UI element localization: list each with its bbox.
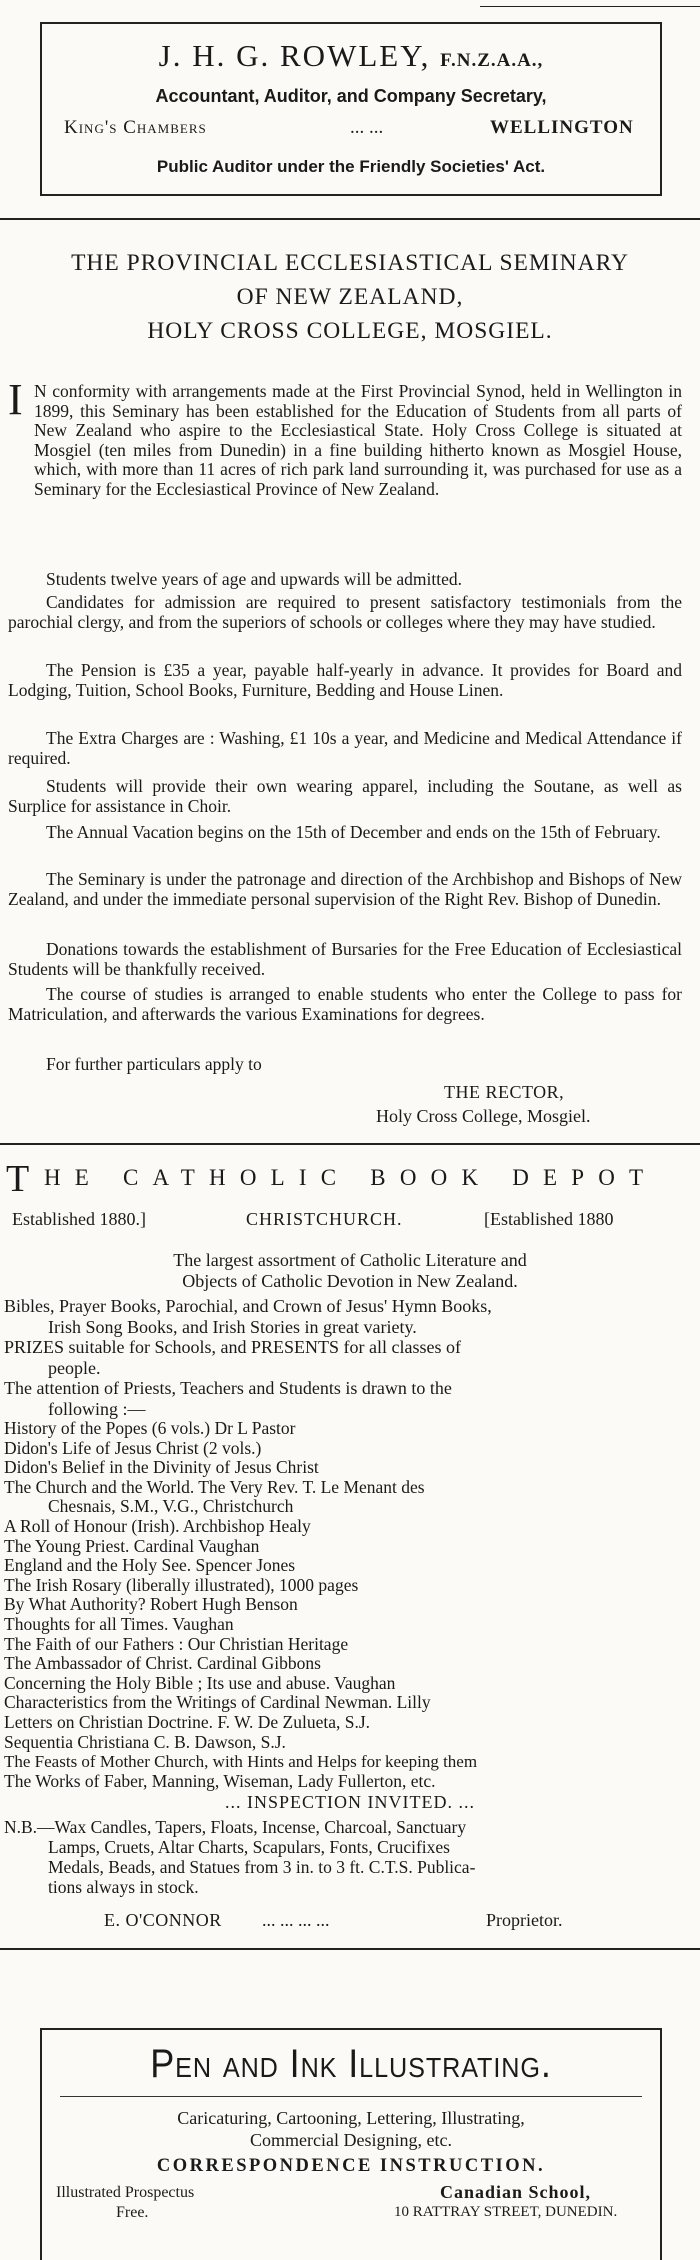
depot-title: HE CATHOLIC BOOK DEPOT (44, 1165, 658, 1190)
depot-city: CHRISTCHURCH. (246, 1209, 403, 1229)
seminary-signoff-2: Holy Cross College, Mosgiel. (376, 1106, 591, 1126)
book-item: Didon's Belief in the Divinity of Jesus Christ (4, 1457, 319, 1478)
rowley-auditor: Public Auditor under the Friendly Societies' Act. (156, 157, 546, 176)
rowley-advert (40, 22, 662, 196)
seminary-para-9: Donations towards the establishment of Bursaries for the Free Education of Ecclesiastical Students will be thankfully received. (8, 939, 682, 979)
section-rule-1 (0, 218, 700, 220)
book-item: Characteristics from the Writings of Cardinal Newman. Lilly (4, 1692, 431, 1713)
rowley-name: J. H. G. ROWLEY, (158, 38, 431, 73)
book-item: History of the Popes (6 vols.) Dr L Pastor (4, 1418, 296, 1438)
seminary-para-3: Candidates for admission are required to present satisfactory testimonials from the parochial clergy, and from the superiors of schools or colleges where they may have studied. (8, 592, 682, 632)
book-item: Chesnais, S.M., V.G., Christchurch (48, 1496, 294, 1517)
seminary-dropcap: I (8, 375, 23, 424)
book-item: The Works of Faber, Manning, Wiseman, Lady Fullerton, etc. (4, 1770, 436, 1791)
book-item: The Church and the World. The Very Rev. T. Le Menant des (4, 1476, 425, 1497)
pen-left-2: Free. (116, 2204, 149, 2221)
pen-left-1: Illustrated Prospectus (56, 2184, 195, 2201)
pen-right-2: 10 RATTRAY STREET, DUNEDIN. (394, 2204, 618, 2220)
pen-line-1: Caricaturing, Cartooning, Lettering, Illustrating, (177, 2108, 525, 2128)
depot-est-left: Established 1880.] (12, 1209, 146, 1229)
pen-right-1: Canadian School, (440, 2182, 592, 2202)
depot-est-right: [Established 1880 (484, 1209, 614, 1229)
seminary-para-4: The Pension is £35 a year, payable half-yearly in advance. It provides for Board and Lodging, Tuition, School Books, Furniture, Bedding and House Linen. (8, 660, 682, 700)
depot-intro-line: PRIZES suitable for Schools, and PRESENTS for all classes of (4, 1337, 461, 1357)
book-item: The Ambassador of Christ. Cardinal Gibbons (4, 1653, 321, 1674)
book-item: The Young Priest. Cardinal Vaughan (4, 1535, 260, 1556)
seminary-para-1: N conformity with arrangements made at the First Provincial Synod, held in Wellington in 1899, this Seminary has been established for the Education of Students from all parts of New Zealand who aspire to the Ecclesiastical State. Holy Cross College is situated at Mosgiel (ten miles from Dunedin) in a fine building hitherto known as Mosgiel House, which, with more than 11 acres of rich park land surrounding it, was purchased for use as a Seminary for the Ecclesiastical Province of New Zealand. (34, 381, 682, 499)
depot-intro-line: people. (48, 1357, 101, 1378)
book-item: Didon's Life of Jesus Christ (2 vols.) (4, 1437, 262, 1458)
book-item: The Feasts of Mother Church, with Hints and Helps for keeping them (4, 1752, 478, 1772)
pen-line-2: Commercial Designing, etc. (250, 2130, 452, 2150)
book-item: England and the Holy See. Spencer Jones (4, 1555, 296, 1576)
book-item: A Roll of Honour (Irish). Archbishop Healy (4, 1515, 311, 1536)
depot-book-list (4, 1419, 694, 1791)
seminary-para-7: The Annual Vacation begins on the 15th of December and ends on the 15th of February. (46, 822, 661, 842)
proprietor-name: E. O'CONNOR (104, 1910, 222, 1930)
book-item: The Irish Rosary (liberally illustrated), 1000 pages (4, 1574, 359, 1595)
seminary-title-1: THE PROVINCIAL ECCLESIASTICAL SEMINARY (71, 250, 629, 276)
pen-heading: CORRESPONDENCE INSTRUCTION. (156, 2156, 546, 2176)
seminary-signoff-1: THE RECTOR, (444, 1082, 565, 1102)
rowley-place-right: WELLINGTON (490, 117, 634, 138)
proprietor-dots: ... ... ... ... (262, 1910, 330, 1930)
rowley-place-dots: ... ... (350, 117, 384, 138)
seminary-para-11: For further particulars apply to (46, 1054, 262, 1074)
seminary-para-6: Students will provide their own wearing apparel, including the Soutane, as well as Surplice for assistance in Choir. (8, 776, 682, 816)
pen-title: Pen and Ink Illustrating. (150, 2042, 552, 2086)
nb-line: Medals, Beads, and Statues from 3 in. to 3 ft. C.T.S. Publica- (48, 1857, 476, 1877)
nb-line: Lamps, Cruets, Altar Charts, Scapulars, Fonts, Crucifixes (48, 1837, 450, 1857)
seminary-para-5: The Extra Charges are : Washing, £1 10s a year, and Medicine and Medical Attendance if required. (8, 728, 682, 768)
pen-ink-advert (40, 2028, 662, 2260)
rowley-name-line (42, 38, 660, 74)
depot-nb (4, 1817, 694, 1897)
nb-line: N.B.—Wax Candles, Tapers, Floats, Incense, Charcoal, Sanctuary (4, 1817, 467, 1837)
book-item: Concerning the Holy Bible ; Its use and abuse. Vaughan (4, 1672, 396, 1693)
seminary-para-8: The Seminary is under the patronage and direction of the Archbishop and Bishops of New Zealand, and under the immediate personal supervision of the Right Rev. Bishop of Dunedin. (8, 869, 682, 909)
depot-intro-line: The attention of Priests, Teachers and Students is drawn to the (4, 1378, 452, 1398)
depot-tagline-1: The largest assortment of Catholic Literature and (173, 1250, 527, 1270)
pen-title-underline (60, 2096, 642, 2097)
book-item: Letters on Christian Doctrine. F. W. De Zulueta, S.J. (4, 1711, 371, 1732)
book-item: Sequentia Christiana C. B. Dawson, S.J. (4, 1731, 286, 1752)
book-item: Thoughts for all Times. Vaughan (4, 1613, 234, 1634)
nb-line: tions always in stock. (48, 1877, 199, 1897)
section-rule-2 (0, 1143, 700, 1145)
depot-inspection: ... INSPECTION INVITED. ... (225, 1792, 475, 1812)
seminary-para-2: Students twelve years of age and upwards will be admitted. (46, 569, 463, 589)
depot-intro-line: following :— (48, 1398, 146, 1419)
book-item: The Faith of our Fathers : Our Christian Heritage (4, 1633, 349, 1654)
depot-tagline-2: Objects of Catholic Devotion in New Zealand. (182, 1271, 518, 1291)
depot-dropcap: T (6, 1158, 30, 1200)
seminary-title-2: OF NEW ZEALAND, (236, 284, 464, 310)
proprietor-title: Proprietor. (486, 1910, 563, 1930)
top-rule (480, 6, 700, 7)
depot-intro (4, 1296, 694, 1419)
rowley-place-left: King's Chambers (64, 117, 207, 138)
depot-intro-line: Irish Song Books, and Irish Stories in great variety. (48, 1316, 417, 1337)
rowley-postnominal: F.N.Z.A.A., (440, 50, 544, 71)
rowley-roles: Accountant, Auditor, and Company Secretary, (155, 86, 547, 106)
depot-intro-line: Bibles, Prayer Books, Parochial, and Crown of Jesus' Hymn Books, (4, 1296, 492, 1316)
section-rule-3 (0, 1948, 700, 1950)
book-item: By What Authority? Robert Hugh Benson (4, 1594, 298, 1615)
seminary-title-3: HOLY CROSS COLLEGE, MOSGIEL. (147, 318, 553, 344)
seminary-para-10: The course of studies is arranged to enable students who enter the College to pass for Matriculation, and afterwards the various Examinations for degrees. (8, 984, 682, 1024)
